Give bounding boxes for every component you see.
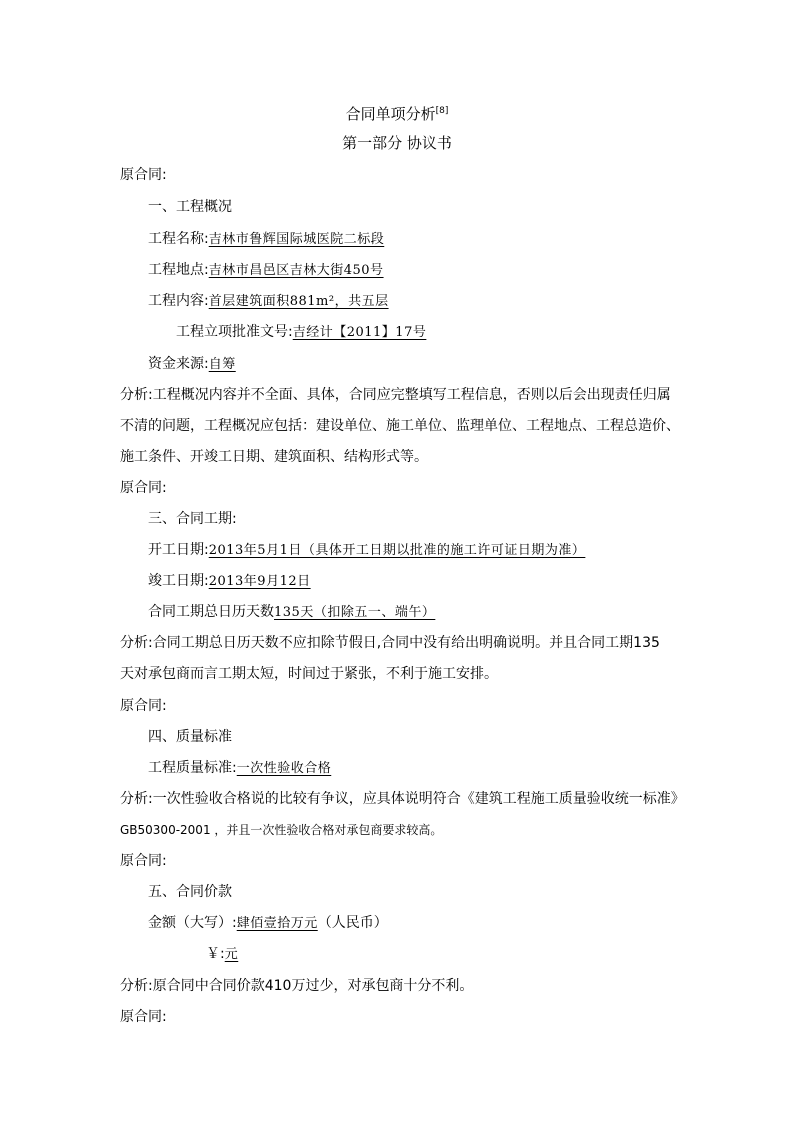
yen-label: ￥:: [206, 946, 225, 962]
fund-source-label: 资金来源:: [148, 356, 209, 372]
analysis-paragraph-line: GB50300-2001 ，并且一次性验收合格对承包商要求较高。: [120, 823, 443, 837]
duration-label: 合同工期总日历天数: [148, 604, 274, 620]
fund-source-value: 自筹: [208, 357, 236, 372]
original-contract-label: 原合同:: [120, 1009, 167, 1025]
analysis-paragraph-line: 不清的问题，工程概况应包括：建设单位、施工单位、监理单位、工程地点、工程总造价、: [120, 418, 680, 434]
analysis-paragraph-line: 分析:合同工期总日历天数不应扣除节假日,合同中没有给出明确说明。并且合同工期135: [120, 635, 660, 651]
project-location-label: 工程地点:: [148, 262, 209, 278]
fund-source-row: [148, 354, 236, 375]
analysis-paragraph-line: 施工条件、开竣工日期、建筑面积、结构形式等。: [120, 449, 428, 465]
quality-standard-value: 一次性验收合格: [236, 761, 332, 776]
original-contract-label: 原合同:: [120, 698, 167, 714]
amount-suffix: （人民币）: [317, 915, 388, 931]
project-location-value: 吉林市昌邑区吉林大街450号: [208, 263, 384, 278]
original-contract-label: 原合同:: [120, 167, 167, 183]
project-content-row: [148, 291, 389, 312]
title-footnote: [8]: [435, 106, 449, 116]
amount-label: 金额（大写）:: [148, 915, 237, 931]
document-subtitle: 第一部分 协议书: [342, 134, 452, 152]
duration-value: 135天（扣除五一、端午）: [274, 605, 436, 620]
amount-figure-row: [206, 944, 238, 965]
section-heading: 一、工程概况: [148, 199, 232, 215]
completion-date-label: 竣工日期:: [148, 573, 209, 589]
approval-number-row: [176, 322, 426, 343]
amount-value: 肆佰壹拾万元: [236, 916, 318, 931]
project-name-value: 吉林市鲁辉国际城医院二标段: [208, 232, 385, 247]
approval-number-value: 吉经计【2011】17号: [292, 325, 427, 340]
start-date-value: 2013年5月1日（具体开工日期以批准的施工许可证日期为准）: [208, 543, 586, 558]
title-text: 合同单项分析: [345, 105, 436, 123]
project-name-row: [148, 229, 384, 250]
section-heading: 五、合同价款: [148, 884, 232, 900]
original-contract-label: 原合同:: [120, 853, 167, 869]
quality-standard-label: 工程质量标准:: [148, 760, 237, 776]
project-content-value: 首层建筑面积881m²，共五层: [208, 294, 389, 309]
yen-value: 元: [224, 947, 239, 962]
completion-date-value: 2013年9月12日: [208, 574, 311, 589]
quality-standard-row: [148, 758, 331, 779]
amount-row: [148, 913, 388, 934]
start-date-row: [148, 540, 585, 561]
approval-number-label: 工程立项批准文号:: [176, 324, 293, 340]
completion-date-row: [148, 571, 311, 592]
original-contract-label: 原合同:: [120, 480, 167, 496]
section-heading: 三、合同工期:: [148, 511, 237, 527]
project-content-label: 工程内容:: [148, 293, 209, 309]
start-date-label: 开工日期:: [148, 542, 209, 558]
analysis-paragraph-line: 分析:原合同中合同价款410万过少，对承包商十分不利。: [120, 978, 474, 994]
analysis-paragraph-line: 分析:一次性验收合格说的比较有争议，应具体说明符合《建筑工程施工质量验收统一标准》: [120, 791, 685, 807]
document-title: [0, 101, 794, 124]
duration-row: [148, 602, 435, 623]
project-name-label: 工程名称:: [148, 231, 209, 247]
project-location-row: [148, 260, 384, 281]
analysis-paragraph-line: 天对承包商而言工期太短，时间过于紧张，不利于施工安排。: [120, 666, 498, 682]
analysis-paragraph-line: 分析:工程概况内容并不全面、具体，合同应完整填写工程信息，否则以后会出现责任归属: [120, 387, 671, 403]
section-heading: 四、质量标准: [148, 729, 232, 745]
